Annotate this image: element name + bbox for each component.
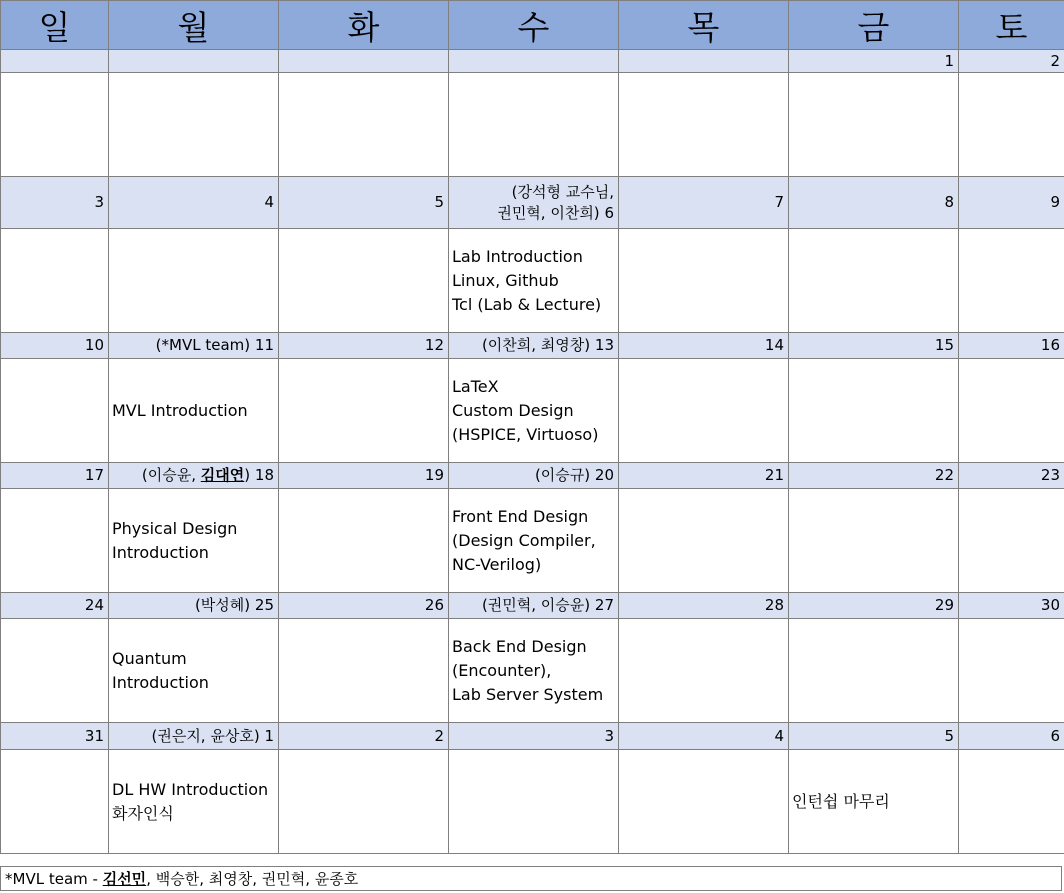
date-cell[interactable]: 28	[619, 593, 789, 619]
content-cell[interactable]	[279, 619, 449, 723]
date-cell[interactable]	[619, 50, 789, 73]
date-number: 20	[594, 466, 614, 484]
date-cell[interactable]: 26	[279, 593, 449, 619]
content-cell[interactable]: LaTeX Custom Design (HSPICE, Virtuoso)	[449, 359, 619, 463]
presenter-note-line2	[453, 203, 614, 224]
date-number: 6	[604, 203, 614, 222]
date-number: 25	[254, 596, 274, 614]
date-row	[1, 177, 1064, 229]
date-cell[interactable]: 22	[789, 463, 959, 489]
date-cell[interactable]: 31	[1, 723, 109, 750]
date-row	[1, 463, 1064, 489]
content-cell[interactable]	[1, 229, 109, 333]
date-cell[interactable]: 4	[109, 177, 279, 229]
date-cell[interactable]: 5	[789, 723, 959, 750]
content-cell[interactable]	[619, 359, 789, 463]
content-cell[interactable]	[449, 750, 619, 854]
footer-prefix: *MVL team -	[5, 870, 103, 888]
date-cell[interactable]: 17	[1, 463, 109, 489]
content-cell[interactable]	[279, 489, 449, 593]
content-cell[interactable]	[1, 359, 109, 463]
content-cell[interactable]	[959, 229, 1064, 333]
date-cell[interactable]	[1, 50, 109, 73]
weekday-tue: 화	[279, 1, 449, 50]
content-cell[interactable]	[789, 489, 959, 593]
date-cell[interactable]	[449, 50, 619, 73]
content-row	[1, 750, 1064, 854]
date-row	[1, 593, 1064, 619]
date-cell[interactable]: 7	[619, 177, 789, 229]
date-cell[interactable]: 8	[789, 177, 959, 229]
presenter-note: (권민혁, 이승윤)	[481, 596, 591, 614]
date-number: 13	[594, 336, 614, 354]
date-cell[interactable]: 1	[789, 50, 959, 73]
content-cell[interactable]: Back End Design (Encounter), Lab Server System	[449, 619, 619, 723]
content-cell[interactable]	[619, 73, 789, 177]
content-cell[interactable]	[959, 750, 1064, 854]
date-cell[interactable]	[109, 50, 279, 73]
date-cell[interactable]	[109, 723, 279, 750]
date-cell[interactable]	[449, 333, 619, 359]
weekday-sat: 토	[959, 1, 1064, 50]
date-cell[interactable]: 23	[959, 463, 1064, 489]
content-cell[interactable]	[1, 619, 109, 723]
content-row	[1, 229, 1064, 333]
content-cell[interactable]: DL HW Introduction 화자인식	[109, 750, 279, 854]
content-cell[interactable]	[789, 73, 959, 177]
footer-members: , 백승한, 최영창, 권민혁, 윤종호	[146, 870, 359, 888]
date-cell[interactable]	[449, 177, 619, 229]
content-cell[interactable]	[1, 73, 109, 177]
date-cell[interactable]: 2	[279, 723, 449, 750]
weekday-wed: 수	[449, 1, 619, 50]
date-cell[interactable]	[109, 463, 279, 489]
presenter-note: (박성혜)	[194, 596, 251, 614]
content-cell[interactable]	[959, 359, 1064, 463]
presenter-note: (권은지, 윤상호)	[151, 726, 260, 745]
content-cell[interactable]	[789, 619, 959, 723]
content-row	[1, 73, 1064, 177]
content-cell[interactable]	[279, 359, 449, 463]
presenter-note: (이승규)	[534, 466, 591, 484]
content-cell[interactable]	[959, 619, 1064, 723]
content-cell[interactable]	[789, 359, 959, 463]
content-cell[interactable]	[959, 489, 1064, 593]
presenter-note: (이승윤,	[141, 466, 201, 484]
date-number: 1	[264, 726, 274, 745]
date-row	[1, 50, 1064, 73]
content-cell[interactable]	[109, 73, 279, 177]
content-cell[interactable]: MVL Introduction	[109, 359, 279, 463]
content-row	[1, 489, 1064, 593]
date-number: 18	[254, 466, 274, 484]
date-cell[interactable]: 5	[279, 177, 449, 229]
date-cell[interactable]: 12	[279, 333, 449, 359]
date-row	[1, 723, 1064, 750]
presenter-note: 권민혁, 이찬희)	[497, 203, 600, 222]
presenter-note: (*MVL team)	[155, 336, 251, 354]
content-cell[interactable]: Front End Design (Design Compiler, NC-Verilog)	[449, 489, 619, 593]
presenter-note: (이찬희, 최영창)	[481, 336, 591, 354]
date-cell[interactable]	[449, 463, 619, 489]
date-number: 11	[254, 336, 274, 354]
presenter-note: )	[244, 466, 251, 484]
weekday-thu: 목	[619, 1, 789, 50]
date-cell[interactable]: 4	[619, 723, 789, 750]
date-cell[interactable]: 29	[789, 593, 959, 619]
content-cell[interactable]	[279, 750, 449, 854]
weekday-sun: 일	[1, 1, 109, 50]
content-cell[interactable]	[449, 73, 619, 177]
footer-leader: 김선민	[102, 870, 147, 888]
date-cell[interactable]: 30	[959, 593, 1064, 619]
content-cell[interactable]: Physical Design Introduction	[109, 489, 279, 593]
date-cell[interactable]: 6	[959, 723, 1064, 750]
content-cell[interactable]	[109, 229, 279, 333]
date-cell[interactable]: 3	[1, 177, 109, 229]
date-cell[interactable]: 15	[789, 333, 959, 359]
content-cell[interactable]	[789, 229, 959, 333]
content-cell[interactable]	[619, 750, 789, 854]
date-cell[interactable]: 21	[619, 463, 789, 489]
date-cell[interactable]	[109, 333, 279, 359]
presenter-note: (강석형 교수님,	[511, 182, 614, 201]
date-cell[interactable]: 24	[1, 593, 109, 619]
content-cell[interactable]	[1, 489, 109, 593]
date-cell[interactable]: 16	[959, 333, 1064, 359]
date-cell[interactable]: 2	[959, 50, 1064, 73]
content-cell[interactable]	[619, 229, 789, 333]
content-cell[interactable]	[279, 73, 449, 177]
weekday-fri: 금	[789, 1, 959, 50]
content-row	[1, 359, 1064, 463]
presenter-leader: 김대연	[200, 466, 245, 484]
content-cell[interactable]	[959, 73, 1064, 177]
date-cell[interactable]	[449, 593, 619, 619]
date-cell[interactable]: 3	[449, 723, 619, 750]
date-row	[1, 333, 1064, 359]
date-cell[interactable]	[279, 50, 449, 73]
date-number: 27	[594, 596, 614, 614]
content-cell[interactable]	[279, 229, 449, 333]
content-cell[interactable]: 인턴쉽 마무리	[789, 750, 959, 854]
content-cell[interactable]: Lab Introduction Linux, Github Tcl (Lab & Lecture)	[449, 229, 619, 333]
date-cell[interactable]: 14	[619, 333, 789, 359]
team-footer	[0, 866, 1062, 891]
date-cell[interactable]	[109, 593, 279, 619]
weekday-mon: 월	[109, 1, 279, 50]
weekday-header-row	[1, 1, 1064, 50]
content-row	[1, 619, 1064, 723]
content-cell[interactable]	[1, 750, 109, 854]
content-cell[interactable]	[619, 489, 789, 593]
date-cell[interactable]: 9	[959, 177, 1064, 229]
date-cell[interactable]: 19	[279, 463, 449, 489]
content-cell[interactable]: Quantum Introduction	[109, 619, 279, 723]
date-cell[interactable]: 10	[1, 333, 109, 359]
content-cell[interactable]	[619, 619, 789, 723]
